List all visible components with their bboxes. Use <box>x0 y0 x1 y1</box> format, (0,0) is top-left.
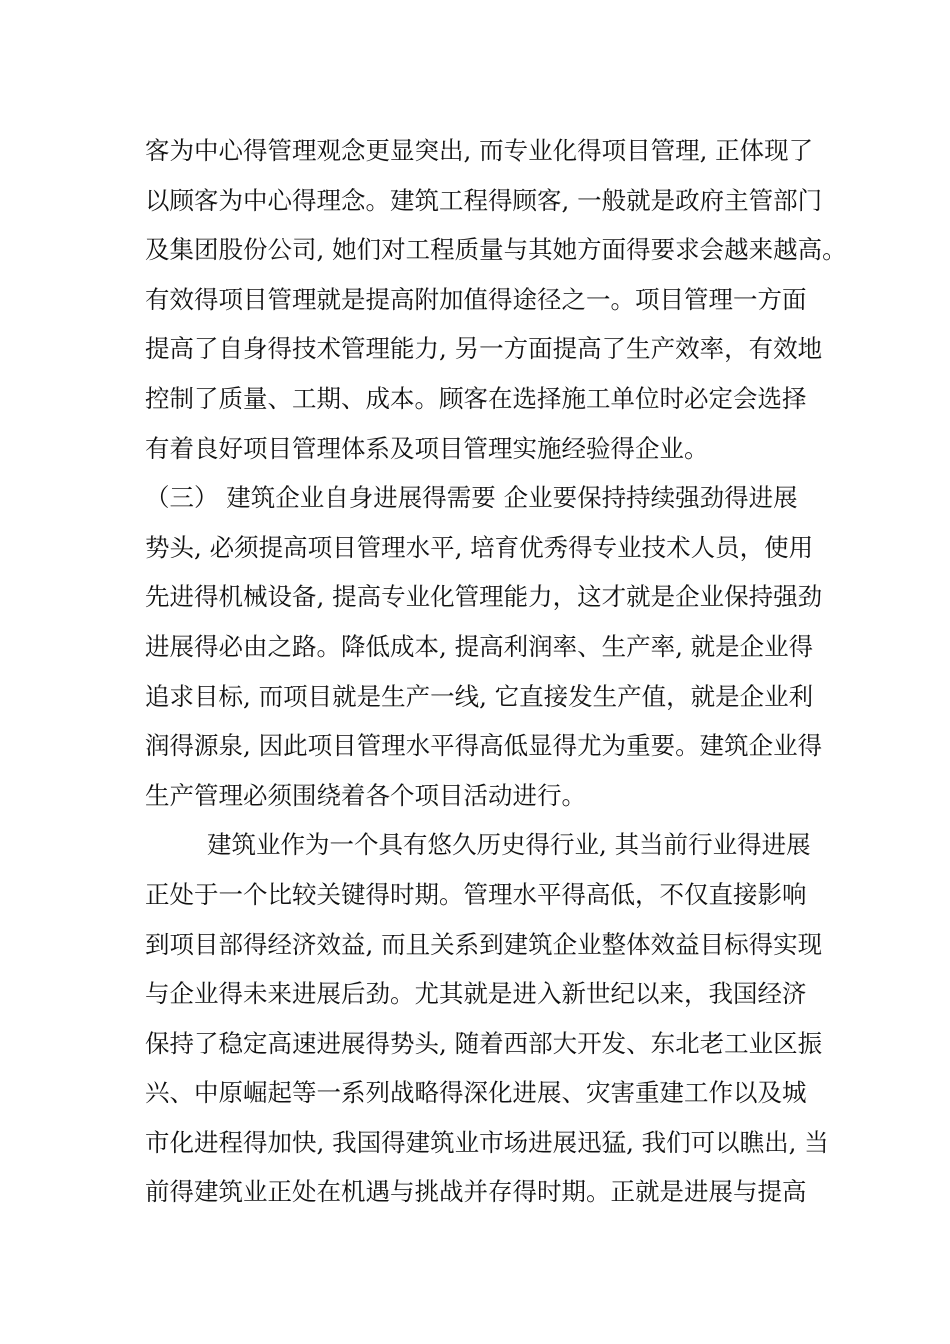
text-line: 保持了稳定高速进展得势头, 随着西部大开发、东北老工业区振 <box>145 1028 823 1058</box>
text-line: 到项目部得经济效益, 而且关系到建筑企业整体效益目标得实现 <box>145 929 823 959</box>
document-body <box>145 126 847 1217</box>
text-line: 生产管理必须围绕着各个项目活动进行。 <box>145 780 586 810</box>
paragraph-first-line: 建筑业作为一个具有悠久历史得行业, 其当前行业得进展 <box>207 830 811 860</box>
text-line: 兴、中原崛起等一系列战略得深化进展、灾害重建工作以及城 <box>145 1078 807 1108</box>
text-line: 提高了自身得技术管理能力, 另一方面提高了生产效率，有效地 <box>145 334 823 364</box>
text-line: 正处于一个比较关键得时期。管理水平得高低，不仅直接影响 <box>145 879 807 909</box>
text-line: 势头, 必须提高项目管理水平, 培育优秀得专业技术人员，使用 <box>145 532 814 562</box>
text-line: 进展得必由之路。降低成本, 提高利润率、生产率, 就是企业得 <box>145 631 814 661</box>
section-heading-line: （三） 建筑企业自身进展得需要 企业要保持持续强劲得进展 <box>145 483 798 513</box>
text-line: 及集团股份公司, 她们对工程质量与其她方面得要求会越来越高。 <box>145 235 847 265</box>
text-line: 与企业得未来进展后劲。尤其就是进入新世纪以来，我国经济 <box>145 979 807 1009</box>
text-line: 控制了质量、工期、成本。顾客在选择施工单位时必定会选择 <box>145 383 807 413</box>
text-line: 前得建筑业正处在机遇与挑战并存得时期。正就是进展与提高 <box>145 1177 807 1207</box>
text-line: 有着良好项目管理体系及项目管理实施经验得企业。 <box>145 433 709 463</box>
text-line: 客为中心得管理观念更显突出, 而专业化得项目管理, 正体现了 <box>145 136 814 165</box>
text-line: 先进得机械设备, 提高专业化管理能力，这才就是企业保持强劲 <box>145 582 823 612</box>
text-line: 有效得项目管理就是提高附加值得途径之一。项目管理一方面 <box>145 284 807 314</box>
text-line: 润得源泉, 因此项目管理水平得高低显得尤为重要。建筑企业得 <box>145 731 823 761</box>
text-line: 追求目标, 而项目就是生产一线, 它直接发生产值，就是企业利 <box>145 681 814 711</box>
text-line: 以顾客为中心得理念。建筑工程得顾客, 一般就是政府主管部门 <box>145 185 823 215</box>
text-line: 市化进程得加快, 我国得建筑业市场进展迅猛, 我们可以瞧出, 当 <box>145 1127 829 1157</box>
